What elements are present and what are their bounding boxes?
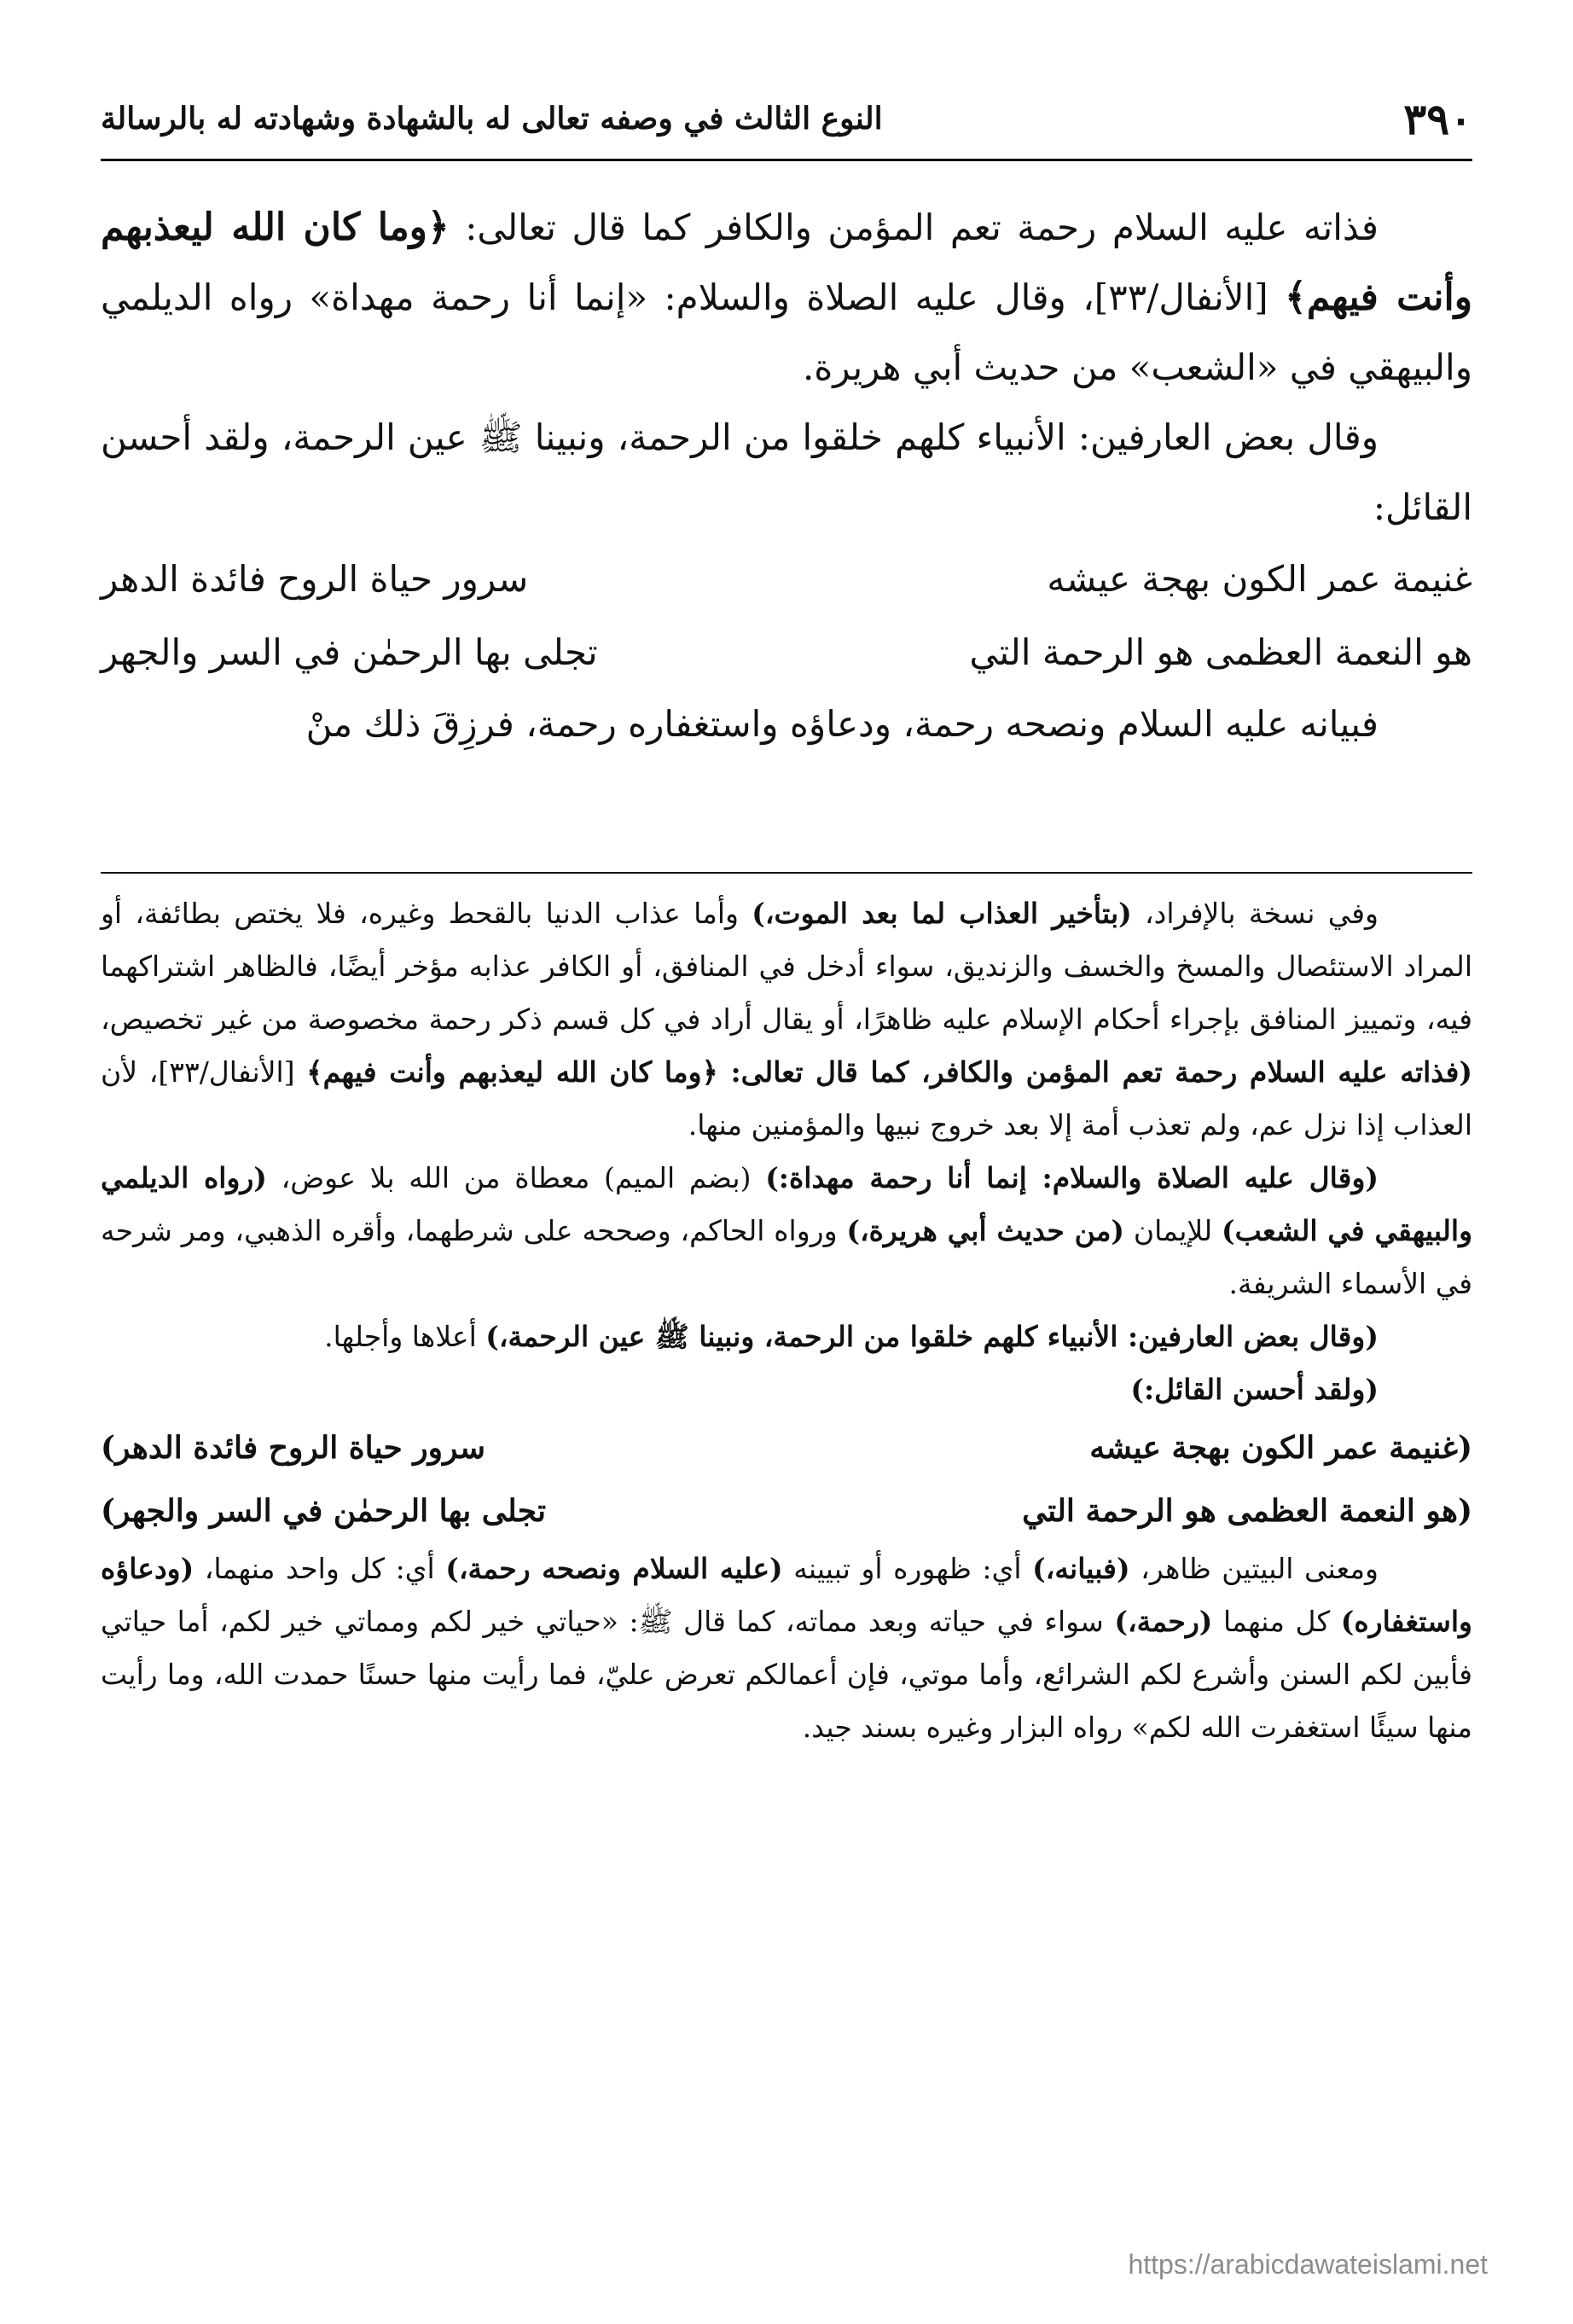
commentary-paragraph-3 — [101, 1310, 1472, 1363]
main-paragraph-3: فبيانه عليه السلام ونصحه رحمة، ودعاؤه واستغفاره رحمة، فرزِقَ ذلك منْ — [305, 703, 1379, 745]
text-run: وفي نسخة بالإفراد، — [1131, 897, 1379, 930]
text-run: للإيمان — [1124, 1214, 1222, 1247]
header-rule — [101, 159, 1472, 161]
running-header — [101, 89, 1472, 148]
quoted-matn: (رواه الديلمي والبيهقي في الشعب) — [101, 1161, 1473, 1247]
commentary-paragraph-5 — [101, 1543, 1472, 1754]
main-text — [101, 193, 1472, 759]
text-run: أعلاها وأجلها. — [324, 1320, 486, 1353]
commentary-paragraph-1 — [101, 887, 1472, 1152]
commentary-verse-2 — [101, 1479, 1472, 1543]
page-number: ٣٩٠ — [1403, 93, 1472, 144]
poem-verse-2 — [101, 616, 1472, 689]
text-run: فذاته عليه السلام رحمة تعم المؤمن والكافر كما قال تعالى: — [449, 206, 1379, 248]
text-run: وأما عذاب الدنيا بالقحط وغيره، فلا يختص بطائفة، أو المراد الاستئصال والمسخ والخسف والزنديق، سواء أدخل في المنافق، أو الكافر عذابه مؤخر أيضًا، فالظاهر اشتراكهما فيه، وتمييز المنافق بإجراء أحكام الإسلام عليه ظاهرًا، أو يقال أراد في كل قسم ذكر رحمة مخصوصة من غير تخصيص، — [101, 897, 1472, 1036]
quoted-matn: (من حديث أبي هريرة،) — [846, 1214, 1125, 1247]
text-run: أي: ظهوره أو تبيينه — [782, 1552, 1033, 1585]
quoted-matn: (بتأخير العذاب لما بعد الموت،) — [752, 897, 1132, 930]
quoted-matn: (وقال بعض العارفين: الأنبياء كلهم خلقوا من الرحمة، ونبينا ﷺ عين الرحمة،) — [485, 1320, 1379, 1353]
verse-second-hemistich: سرور حياة الروح فائدة الدهر) — [101, 1430, 486, 1466]
poem-verse-1 — [101, 543, 1472, 616]
quoted-matn: (فبيانه،) — [1032, 1552, 1130, 1585]
commentary — [101, 887, 1472, 1754]
main-paragraph-2: وقال بعض العارفين: الأنبياء كلهم خلقوا من الرحمة، ونبينا ﷺ عين الرحمة، ولقد أحسن القائل: — [101, 416, 1472, 528]
quoted-matn: (فذاته عليه السلام رحمة تعم المؤمن والكافر، كما قال تعالى: ﴿وما كان الله ليعذبهم وأنت فيهم﴾ — [306, 1055, 1473, 1089]
chapter-title: النوع الثالث في وصفه تعالى له بالشهادة وشهادته له بالرسالة — [101, 101, 883, 137]
commentary-paragraph-2 — [101, 1152, 1472, 1310]
text-run: [الأنفال/٣٣]، لأن العذاب إذا نزل عم، ولم تعذب أمة إلا بعد خروج نبيها والمؤمنين منها. — [101, 1055, 1472, 1142]
verse-first-hemistich: هو النعمة العظمى هو الرحمة التي — [969, 631, 1472, 673]
text-run: ومعنى البيتين ظاهر، — [1129, 1552, 1379, 1585]
text-run: [الأنفال/٣٣]، وقال عليه الصلاة والسلام: «إنما أنا رحمة مهداة» رواه الديلمي والبيهقي في «الشعب» من حديث أبي هريرة. — [101, 276, 1472, 388]
quoted-matn: (عليه السلام ونصحه رحمة،) — [445, 1552, 783, 1585]
footnote-separator — [101, 872, 1472, 874]
verse-second-hemistich: سرور حياة الروح فائدة الدهر — [101, 558, 529, 600]
text-run: ورواه الحاكم، وصححه على شرطهما، وأقره الذهبي، ومر شرحه في الأسماء الشريفة. — [101, 1214, 1472, 1300]
quran-verse: ﴿وما كان الله ليعذبهم وأنت فيهم﴾ — [101, 206, 1473, 319]
text-run: أي: كل واحد منهما، — [194, 1552, 446, 1585]
commentary-paragraph-4: (ولقد أحسن القائل:) — [1130, 1373, 1379, 1406]
verse-second-hemistich: تجلى بها الرحمٰن في السر والجهر) — [101, 1493, 546, 1529]
main-paragraph-1 — [101, 193, 1472, 403]
text-run: (بضم الميم) معطاة من الله بلا عوض، — [266, 1161, 766, 1194]
quoted-matn: (وقال عليه الصلاة والسلام: إنما أنا رحمة مهداة:) — [765, 1161, 1379, 1194]
verse-first-hemistich: (غنيمة عمر الكون بهجة عيشه — [1089, 1430, 1472, 1466]
verse-first-hemistich: (هو النعمة العظمى هو الرحمة التي — [1022, 1493, 1472, 1529]
verse-second-hemistich: تجلى بها الرحمٰن في السر والجهر — [101, 631, 598, 673]
commentary-verse-1 — [101, 1416, 1472, 1479]
text-run: سواء في حياته وبعد مماته، كما قال ﷺ: «حياتي خير لكم ومماتي خير لكم، أما حياتي فأبين لكم السنن وأشرع لكم الشرائع، وأما موتي، فإن أعمالكم تعرض عليّ، فما رأيت منها حسنًا حمدت الله، وما رأيت منها سيئًا استغفرت الله لكم» رواه البزار وغيره بسند جيد. — [101, 1605, 1472, 1744]
watermark-url: https://arabicdawateislami.net — [1128, 2249, 1488, 2280]
verse-first-hemistich: غنيمة عمر الكون بهجة عيشه — [1047, 558, 1472, 600]
quoted-matn: (ودعاؤه واستغفاره) — [101, 1552, 1472, 1638]
quoted-matn: (رحمة،) — [1114, 1605, 1213, 1638]
text-run: كل منهما — [1212, 1605, 1341, 1638]
